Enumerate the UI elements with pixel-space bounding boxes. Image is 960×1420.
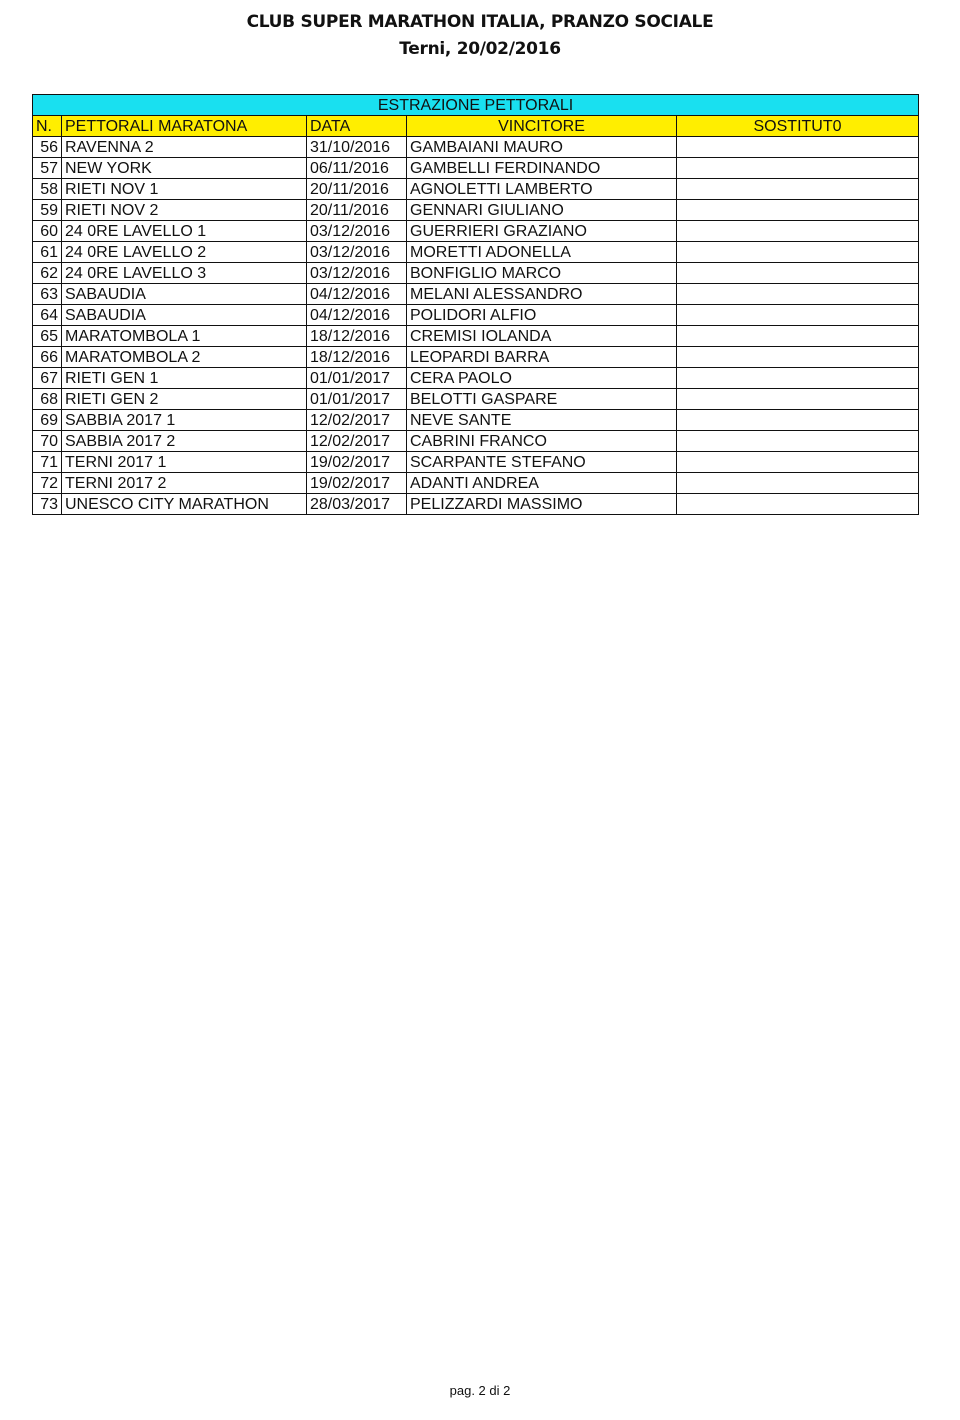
cell-number: 61 [33, 242, 62, 263]
cell-winner: GAMBAIANI MAURO [407, 137, 677, 158]
table-row [33, 263, 919, 284]
cell-race: UNESCO CITY MARATHON [62, 494, 307, 515]
table-row [33, 410, 919, 431]
cell-race: SABAUDIA [62, 284, 307, 305]
table-row [33, 431, 919, 452]
cell-substitute [677, 326, 919, 347]
cell-number: 67 [33, 368, 62, 389]
table-row [33, 200, 919, 221]
cell-race: SABBIA 2017 2 [62, 431, 307, 452]
cell-race: MARATOMBOLA 1 [62, 326, 307, 347]
table-row [33, 347, 919, 368]
cell-winner: GAMBELLI FERDINANDO [407, 158, 677, 179]
table-row [33, 221, 919, 242]
table-row [33, 158, 919, 179]
cell-winner: BONFIGLIO MARCO [407, 263, 677, 284]
table-row [33, 179, 919, 200]
cell-race: TERNI 2017 2 [62, 473, 307, 494]
cell-race: MARATOMBOLA 2 [62, 347, 307, 368]
table-row [33, 494, 919, 515]
cell-winner: GUERRIERI GRAZIANO [407, 221, 677, 242]
cell-winner: BELOTTI GASPARE [407, 389, 677, 410]
cell-number: 73 [33, 494, 62, 515]
cell-race: 24 0RE LAVELLO 2 [62, 242, 307, 263]
cell-winner: CERA PAOLO [407, 368, 677, 389]
cell-number: 64 [33, 305, 62, 326]
cell-substitute [677, 200, 919, 221]
cell-date: 12/02/2017 [307, 410, 407, 431]
cell-substitute [677, 179, 919, 200]
table-row [33, 305, 919, 326]
cell-substitute [677, 221, 919, 242]
cell-date: 03/12/2016 [307, 263, 407, 284]
cell-substitute [677, 410, 919, 431]
cell-race: TERNI 2017 1 [62, 452, 307, 473]
cell-substitute [677, 389, 919, 410]
table-banner: ESTRAZIONE PETTORALI [33, 95, 919, 116]
page-title: CLUB SUPER MARATHON ITALIA, PRANZO SOCIALE [246, 12, 714, 32]
cell-number: 72 [33, 473, 62, 494]
cell-winner: CREMISI IOLANDA [407, 326, 677, 347]
cell-number: 71 [33, 452, 62, 473]
cell-winner: NEVE SANTE [407, 410, 677, 431]
page-subtitle: Terni, 20/02/2016 [399, 39, 561, 59]
cell-substitute [677, 347, 919, 368]
cell-substitute [677, 431, 919, 452]
cell-number: 62 [33, 263, 62, 284]
cell-number: 66 [33, 347, 62, 368]
table-row [33, 389, 919, 410]
document-header [0, 9, 960, 63]
cell-date: 19/02/2017 [307, 452, 407, 473]
draw-table [32, 94, 919, 515]
cell-number: 65 [33, 326, 62, 347]
cell-number: 60 [33, 221, 62, 242]
cell-winner: AGNOLETTI LAMBERTO [407, 179, 677, 200]
cell-date: 01/01/2017 [307, 368, 407, 389]
cell-substitute [677, 452, 919, 473]
table-banner-row [33, 95, 919, 116]
table-body [33, 137, 919, 515]
cell-date: 19/02/2017 [307, 473, 407, 494]
cell-substitute [677, 305, 919, 326]
cell-date: 20/11/2016 [307, 200, 407, 221]
table-row [33, 137, 919, 158]
cell-number: 63 [33, 284, 62, 305]
cell-race: RIETI NOV 2 [62, 200, 307, 221]
cell-substitute [677, 494, 919, 515]
cell-substitute [677, 368, 919, 389]
cell-number: 57 [33, 158, 62, 179]
table-row [33, 368, 919, 389]
cell-date: 18/12/2016 [307, 326, 407, 347]
cell-date: 04/12/2016 [307, 305, 407, 326]
table-row [33, 452, 919, 473]
column-header-winner: VINCITORE [407, 116, 677, 137]
cell-date: 20/11/2016 [307, 179, 407, 200]
cell-substitute [677, 158, 919, 179]
cell-number: 68 [33, 389, 62, 410]
cell-winner: MELANI ALESSANDRO [407, 284, 677, 305]
cell-race: RIETI GEN 2 [62, 389, 307, 410]
cell-substitute [677, 242, 919, 263]
cell-winner: PELIZZARDI MASSIMO [407, 494, 677, 515]
cell-race: 24 0RE LAVELLO 1 [62, 221, 307, 242]
cell-date: 18/12/2016 [307, 347, 407, 368]
column-header-substitute: SOSTITUT0 [677, 116, 919, 137]
cell-substitute [677, 137, 919, 158]
cell-date: 03/12/2016 [307, 221, 407, 242]
column-header-number: N. [33, 116, 62, 137]
cell-winner: CABRINI FRANCO [407, 431, 677, 452]
table-row [33, 473, 919, 494]
cell-winner: LEOPARDI BARRA [407, 347, 677, 368]
table-row [33, 326, 919, 347]
cell-date: 31/10/2016 [307, 137, 407, 158]
cell-winner: POLIDORI ALFIO [407, 305, 677, 326]
cell-date: 01/01/2017 [307, 389, 407, 410]
table-row [33, 284, 919, 305]
table-header-row [33, 116, 919, 137]
cell-date: 28/03/2017 [307, 494, 407, 515]
cell-race: SABBIA 2017 1 [62, 410, 307, 431]
cell-substitute [677, 284, 919, 305]
cell-date: 03/12/2016 [307, 242, 407, 263]
cell-date: 06/11/2016 [307, 158, 407, 179]
cell-substitute [677, 473, 919, 494]
cell-winner: SCARPANTE STEFANO [407, 452, 677, 473]
column-header-date: DATA [307, 116, 407, 137]
cell-race: NEW YORK [62, 158, 307, 179]
cell-substitute [677, 263, 919, 284]
cell-number: 69 [33, 410, 62, 431]
table-row [33, 242, 919, 263]
cell-winner: MORETTI ADONELLA [407, 242, 677, 263]
cell-number: 58 [33, 179, 62, 200]
cell-number: 70 [33, 431, 62, 452]
cell-race: RIETI GEN 1 [62, 368, 307, 389]
cell-race: RIETI NOV 1 [62, 179, 307, 200]
cell-date: 04/12/2016 [307, 284, 407, 305]
cell-winner: GENNARI GIULIANO [407, 200, 677, 221]
cell-race: 24 0RE LAVELLO 3 [62, 263, 307, 284]
page-number: pag. 2 di 2 [449, 1383, 511, 1398]
cell-number: 56 [33, 137, 62, 158]
cell-date: 12/02/2017 [307, 431, 407, 452]
cell-winner: ADANTI ANDREA [407, 473, 677, 494]
column-header-race: PETTORALI MARATONA [62, 116, 307, 137]
cell-number: 59 [33, 200, 62, 221]
cell-race: SABAUDIA [62, 305, 307, 326]
cell-race: RAVENNA 2 [62, 137, 307, 158]
